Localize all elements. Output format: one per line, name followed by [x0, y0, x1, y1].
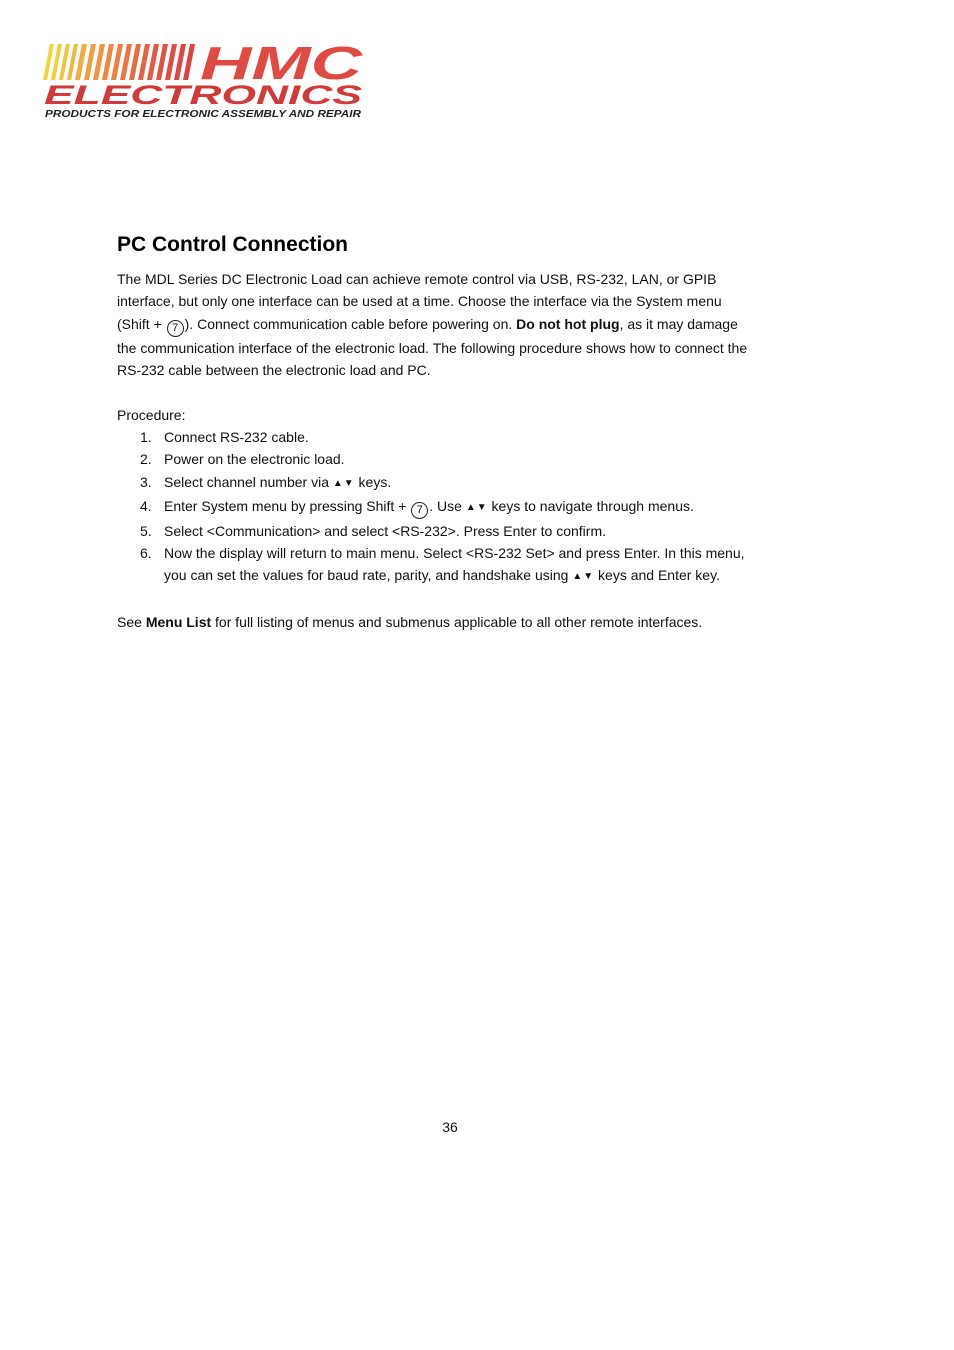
section-heading: PC Control Connection — [117, 233, 348, 256]
list-item — [117, 471, 757, 495]
logo-tagline-text: PRODUCTS FOR ELECTRONIC ASSEMBLY AND REPAIR — [45, 109, 362, 120]
circled-seven-key-icon: 7 — [411, 502, 428, 519]
hmc-electronics-logo — [42, 42, 366, 120]
up-down-arrow-icon: ▲▼ — [465, 502, 488, 514]
list-item — [117, 495, 757, 519]
list-item — [117, 448, 757, 470]
step-text: Now the display will return to main menu. Select <RS-232 Set> and press Enter. In this menu, you can set the values for baud rate, parity, and handshake using — [164, 545, 745, 584]
intro-text-1: The MDL Series DC Electronic Load can achieve remote control via USB, RS-232, LAN, or GPIB interface, but only one interface can be used at a time. Choose the interface via the System menu (Shift + — [117, 271, 722, 332]
step-text: Select channel number via — [164, 473, 333, 490]
up-down-arrow-icon: ▲▼ — [572, 571, 595, 583]
step-number: 5. — [140, 522, 152, 539]
step-text: keys and Enter key. — [594, 567, 720, 584]
step-text: Select <Communication> and select <RS-232>. Press Enter to confirm. — [164, 522, 606, 539]
step-text: keys. — [354, 473, 392, 490]
step-number: 2. — [140, 451, 152, 468]
page-number: 36 — [442, 1119, 458, 1135]
step-text: Connect RS-232 cable. — [164, 429, 309, 446]
list-item — [117, 542, 757, 589]
logo-hmc-text: HMC — [200, 42, 364, 89]
step-number: 3. — [140, 473, 152, 490]
step-text: Enter System menu by pressing Shift + — [164, 498, 411, 515]
step-text: Power on the electronic load. — [164, 451, 345, 468]
intro-text-2: ). Connect communication cable before powering on. — [184, 315, 517, 332]
logo-electronics-text: ELECTRONICS — [44, 80, 362, 110]
procedure-list — [117, 426, 757, 589]
step-number: 4. — [140, 498, 152, 515]
list-item — [117, 520, 757, 542]
document-body — [117, 230, 757, 633]
circled-seven-key-icon: 7 — [167, 320, 184, 337]
menu-list-note — [117, 611, 757, 633]
note-text: See — [117, 613, 146, 630]
step-text: . Use — [429, 498, 466, 515]
list-item — [117, 426, 757, 448]
intro-text-3: , as it may damage the communication interface of the electronic load. The following procedure shows how to connect the RS-232 cable between the electronic load and PC. — [117, 315, 748, 379]
intro-paragraph — [117, 268, 757, 382]
note-text: for full listing of menus and submenus applicable to all other remote interfaces. — [211, 613, 703, 630]
intro-bold-warning: Do not hot plug — [516, 315, 620, 332]
step-number: 6. — [140, 545, 152, 562]
logo-stripes — [43, 44, 195, 80]
up-down-arrow-icon: ▲▼ — [332, 477, 355, 489]
menu-list-reference: Menu List — [145, 613, 212, 630]
procedure-label: Procedure: — [117, 406, 186, 423]
step-text: keys to navigate through menus. — [487, 498, 694, 515]
step-number: 1. — [140, 429, 152, 446]
